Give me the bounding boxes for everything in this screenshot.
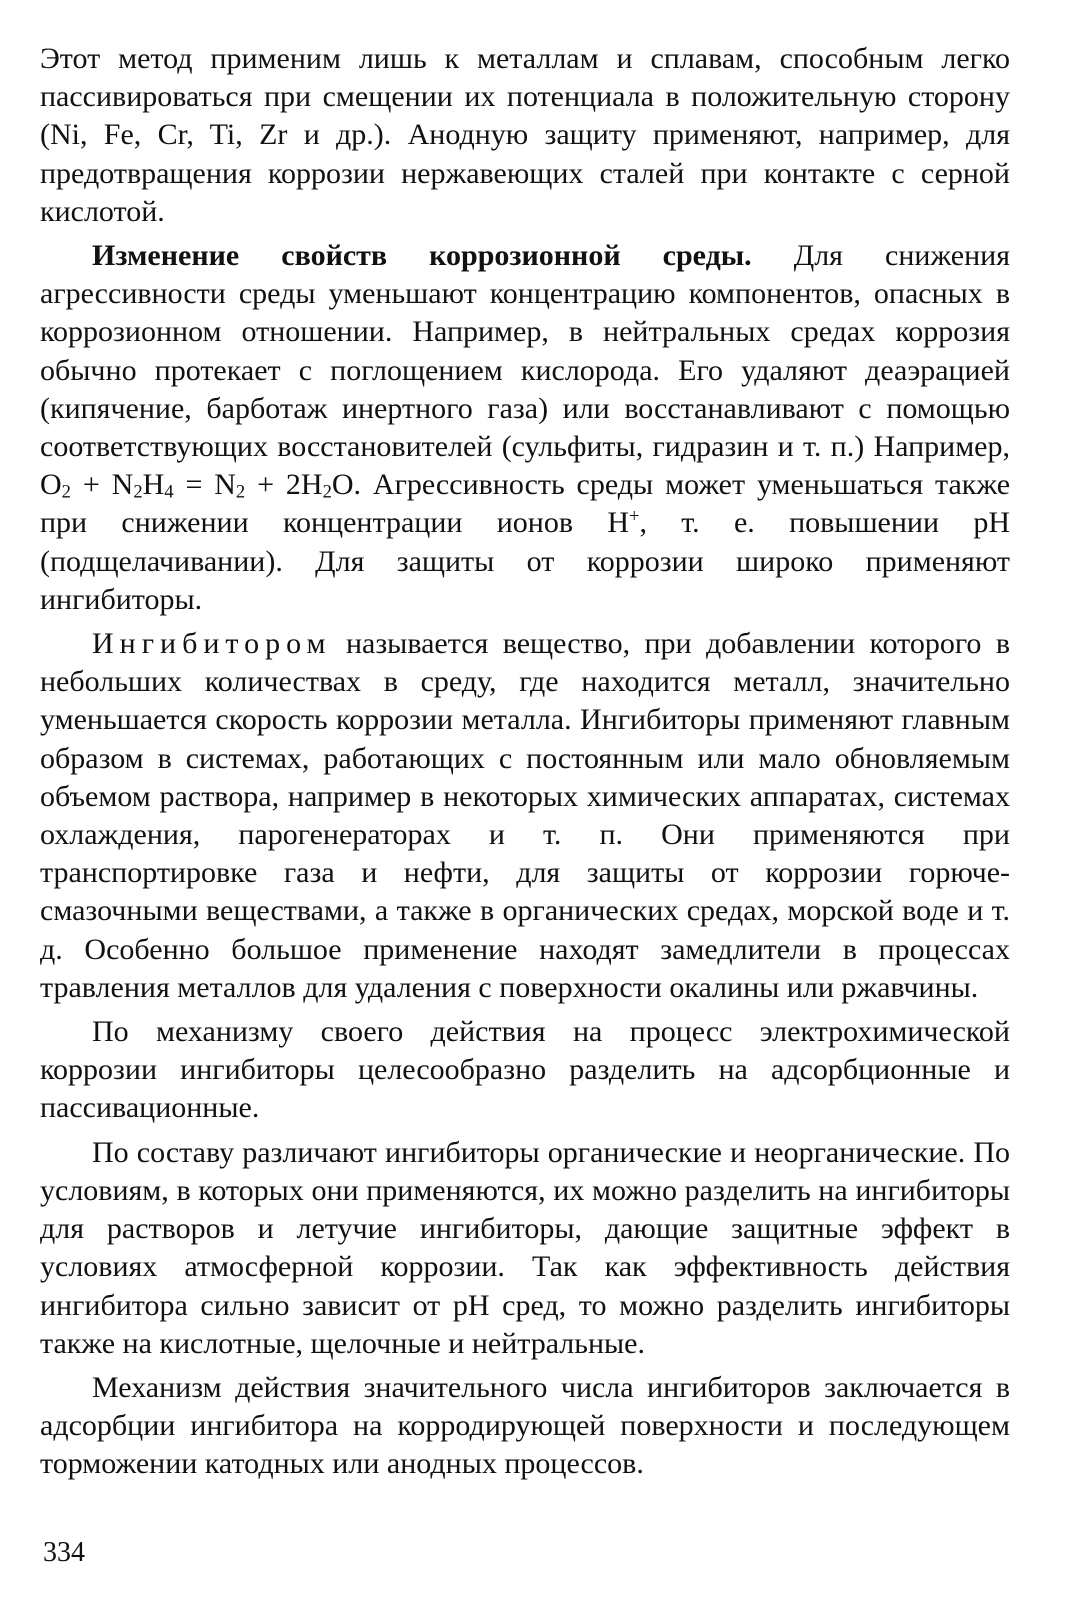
paragraph-2-text-c: , т. е. повышении pH (подщелачивании). Для защиты от коррозии широко применяют ингибиторы. [40,506,1010,616]
ion-charge: + [628,506,640,528]
chemical-equation: $O_2 + N_2H_4 = N_2 + 2H_2O$. [40,468,362,503]
paragraph-3-text: называется вещество, при добавлении которого в небольших количествах в среду, где находится металл, значительно уменьшается скорость коррозии металла. Ингибиторы применяют главным образом в системах, работающих с постоянным или мало обновляемым объемом раствора, например в некоторых химических аппаратах, системах охлаждения, парогенераторах и т. п. Они применяются при транспортировке газа и нефти, для защиты от коррозии горюче-смазочными веществами, а также в органических средах, морской воде и т. д. Особенно большое применение находят замедлители в процессах травления металлов для удаления с поверхности окалины или ржавчины. [40,627,1010,1004]
paragraph-5: По составу различают ингибиторы органические и неорганические. По условиям, в которых они применяются, их можно разделить на ингибиторы для растворов и летучие ингибиторы, дающие защитные эффект в условиях атмосферной коррозии. Так как эффективность действия ингибитора сильно зависит от pH сред, то можно разделить ингибиторы также на кислотные, щелочные и нейтральные. [40,1135,1010,1360]
paragraph-2-text-b: Агрессивность среды может уменьшаться также при снижении концентрации ионов H [40,468,1011,540]
paragraph-6: Механизм действия значительного числа ингибиторов заключается в адсорбции ингибитора на корродирующей поверхности и последующем торможении катодных или анодных процессов. [40,1370,1010,1481]
paragraph-2-text-a: Для снижения агрессивности среды уменьшают концентрацию компонентов, опасных в коррозионном отношении. Например, в нейтральных средах коррозия обычно протекает с поглощением кислорода. Его удаляют деаэрацией (кипячение, барботаж инертного газа) или восстанавливают с помощью соответствующих восстановителей (сульфиты, гидразин и т. п.) Например, [40,239,1011,464]
page-body [40,40,1010,1490]
section-heading: Изменение свойств коррозионной среды. [92,239,752,273]
page-number: 334 [43,1537,85,1568]
paragraph-1: Этот метод применим лишь к металлам и сплавам, способным легко пассивироваться при смещении их потенциала в положительную сторону (Ni, Fe, Cr, Ti, Zr и др.). Анодную защиту применяют, например, для предотвращения коррозии нержавеющих сталей при контакте с серной кислотой. [40,42,1010,228]
paragraph-2 [40,237,1010,619]
paragraph-3 [40,625,1010,1007]
paragraph-4: По механизму своего действия на процесс электрохимической коррозии ингибиторы целесообразно разделить на адсорбционные и пассивационные. [40,1015,1010,1125]
defined-term: Ингибитором [92,627,332,661]
